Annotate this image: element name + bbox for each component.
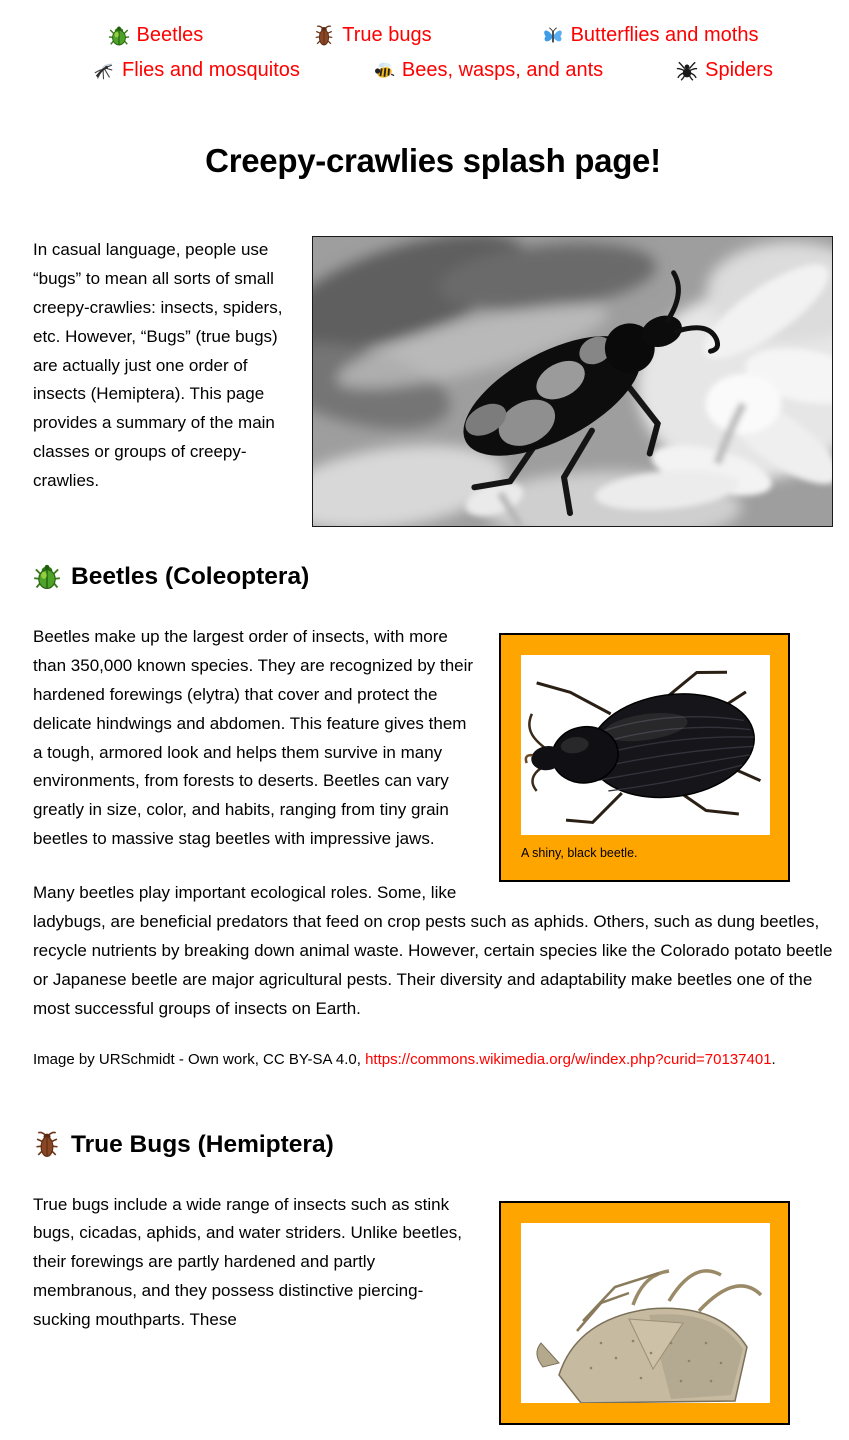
- truebugs-section: [33, 1095, 833, 1440]
- beetles-heading-text: Beetles (Coleoptera): [71, 563, 310, 590]
- spider-icon: [676, 60, 698, 82]
- beetles-paragraph-1: Beetles make up the largest order of insects, with more than 350,000 known species. They are recognized by their hardened forewings (elytra) that cover and protect the delicate hindwings and abdomen. This feature gives them a tough, armored look and helps them survive in many environments, from forests to deserts. Beetles can vary greatly in size, color, and habits, ranging from tiny grain beetles to massive stag beetles with impressive jaws.: [33, 627, 474, 849]
- top-nav: [33, 18, 833, 88]
- page: [0, 18, 849, 1440]
- truebugs-heading: [33, 1131, 833, 1159]
- beetles-section: [33, 527, 833, 1095]
- nav-link-bees[interactable]: [373, 59, 603, 82]
- page-title: Creepy-crawlies splash page!: [205, 142, 661, 179]
- beetle-figure: [499, 633, 790, 882]
- beetle-icon: [108, 25, 130, 47]
- truebugs-heading-text: True Bugs (Hemiptera): [71, 1130, 334, 1158]
- intro-paragraph: In casual language, people use “bugs” to mean all sorts of small creepy-crawlies: insects, spiders, etc. However, “Bugs” (true bugs) are actually just one order of insects (Hemiptera). This page provides a summary of the main classes or groups of creepy-crawlies.: [33, 240, 283, 491]
- nav-link-flies[interactable]: [93, 59, 300, 82]
- nav-link-true-bugs[interactable]: [313, 24, 431, 47]
- beetles-paragraph-2: Many beetles play important ecological roles. Some, like ladybugs, are beneficial predators that feed on crop pests such as aphids. Others, such as dung beetles, recycle nutrients by breaking down animal waste. However, certain species like the Colorado potato beetle or Japanese beetle are major agricultural pests. Their diversity and adaptability make beetles one of the most successful groups of insects on Earth.: [33, 883, 833, 1018]
- truebug-figure: [499, 1201, 790, 1425]
- black-beetle-image: [521, 655, 770, 835]
- nav-link-beetles[interactable]: [108, 24, 204, 47]
- truebugs-paragraph-1: True bugs include a wide range of insects such as stink bugs, cicadas, aphids, and water striders. Unlike beetles, their forewings are partly hardened and partly membranous, and they possess distinctive piercing-sucking mouthparts. These: [33, 1194, 463, 1330]
- stink-bug-image: [521, 1223, 770, 1403]
- bee-icon: [373, 60, 395, 82]
- nav-label: Flies and mosquitos: [122, 59, 300, 81]
- nav-label: Butterflies and moths: [570, 24, 759, 46]
- nav-link-butterflies[interactable]: [542, 24, 759, 47]
- intro-section: [33, 236, 833, 527]
- nav-label: Spiders: [705, 59, 773, 81]
- beetle-figure-caption: A shiny, black beetle.: [521, 846, 638, 860]
- cockroach-icon: [313, 25, 335, 47]
- attribution-period: .: [771, 1050, 776, 1068]
- nav-row-1: [33, 18, 833, 53]
- beetle-on-flowers-photo: [312, 236, 833, 527]
- image-attribution: [33, 1049, 833, 1070]
- nav-label: True bugs: [342, 24, 432, 46]
- beetles-heading: [33, 563, 833, 591]
- butterfly-icon: [542, 25, 564, 47]
- beetle-icon: [33, 563, 61, 591]
- nav-link-spiders[interactable]: [676, 59, 773, 82]
- nav-row-2: [33, 53, 833, 88]
- attribution-link[interactable]: https://commons.wikimedia.org/w/index.php?curid=70137401: [365, 1050, 772, 1068]
- cockroach-icon: [33, 1131, 61, 1159]
- mosquito-icon: [93, 60, 115, 82]
- nav-label: Beetles: [136, 24, 204, 46]
- nav-label: Bees, wasps, and ants: [401, 59, 604, 81]
- attribution-text: Image by URSchmidt - Own work, CC BY-SA 4.0,: [33, 1050, 366, 1068]
